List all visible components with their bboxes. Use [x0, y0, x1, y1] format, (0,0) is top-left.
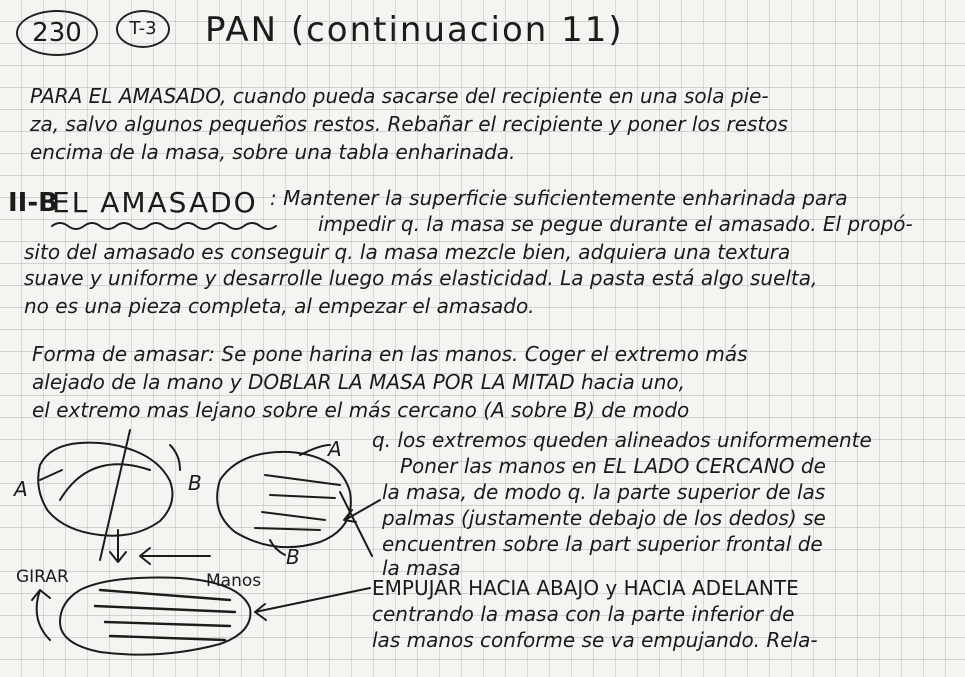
- intro-line: encima de la masa, sobre una tabla enharinada.: [30, 140, 516, 164]
- method-line: centrando la masa con la parte inferior de: [372, 602, 795, 626]
- label-a-right: A: [328, 437, 342, 461]
- arrow-to-manos: [255, 588, 370, 620]
- section-line: sito del amasado es conseguir q. la masa mezcle bien, adquiera una textura: [24, 240, 791, 264]
- label-b-left: B: [188, 471, 202, 495]
- label-a-left: A: [14, 477, 28, 501]
- section-tag: T-3: [116, 10, 170, 48]
- hands-lines: [255, 475, 340, 530]
- fold-arc: [60, 464, 150, 500]
- diagonal-line: [100, 430, 130, 560]
- label-manos: Manos: [206, 571, 262, 591]
- section-line: suave y uniforme y desarrolle luego más elasticidad. La pasta está algo suelta,: [24, 266, 818, 290]
- pointer-b-left: [170, 445, 180, 470]
- pointer-a-left: [40, 470, 62, 480]
- method-line: alejado de la mano y DOBLAR LA MASA POR LA MITAD hacia uno,: [32, 370, 685, 394]
- method-line: encuentren sobre la part superior frontal de: [382, 532, 823, 556]
- method-line: la masa: [382, 556, 461, 580]
- method-line: q. los extremos queden alineados uniformemente: [372, 428, 872, 452]
- dough-blob-left: [38, 443, 172, 536]
- page-title: PAN (continuacion 11): [205, 10, 624, 50]
- girar-arc: [32, 590, 50, 640]
- title-underline: [52, 223, 276, 229]
- intro-line: PARA EL AMASADO, cuando pueda sacarse del recipiente en una sola pie-: [30, 84, 769, 108]
- section-number: II-B: [8, 188, 58, 218]
- label-girar: GIRAR: [16, 567, 69, 587]
- pointer-a-right: [300, 445, 330, 455]
- section-title: EL AMASADO: [52, 186, 258, 219]
- method-line: Poner las manos en EL LADO CERCANO de: [400, 454, 826, 478]
- intro-line: za, salvo algunos pequeños restos. Rebañar el recipiente y poner los restos: [30, 112, 788, 136]
- hands-bottom: [95, 590, 235, 640]
- method-line: palmas (justamente debajo de los dedos) se: [382, 506, 826, 530]
- section-line: no es una pieza completa, al empezar el amasado.: [24, 294, 535, 318]
- method-line: el extremo mas lejano sobre el más cercano (A sobre B) de modo: [32, 398, 690, 422]
- section-line: : Mantener la superficie suficientemente enharinada para: [270, 186, 848, 210]
- method-line: Forma de amasar: Se pone harina en las manos. Coger el extremo más: [32, 342, 748, 366]
- method-line: la masa, de modo q. la parte superior de las: [382, 480, 826, 504]
- section-line: impedir q. la masa se pegue durante el amasado. El propó-: [318, 212, 913, 236]
- arrow-left: [140, 548, 210, 564]
- page-number: 230: [16, 10, 98, 56]
- dough-blob-center: [217, 452, 351, 547]
- method-line: EMPUJAR HACIA ABAJO y HACIA ADELANTE: [372, 576, 799, 600]
- method-line: las manos conforme se va empujando. Rela-: [372, 628, 818, 652]
- label-b-right: B: [286, 545, 300, 569]
